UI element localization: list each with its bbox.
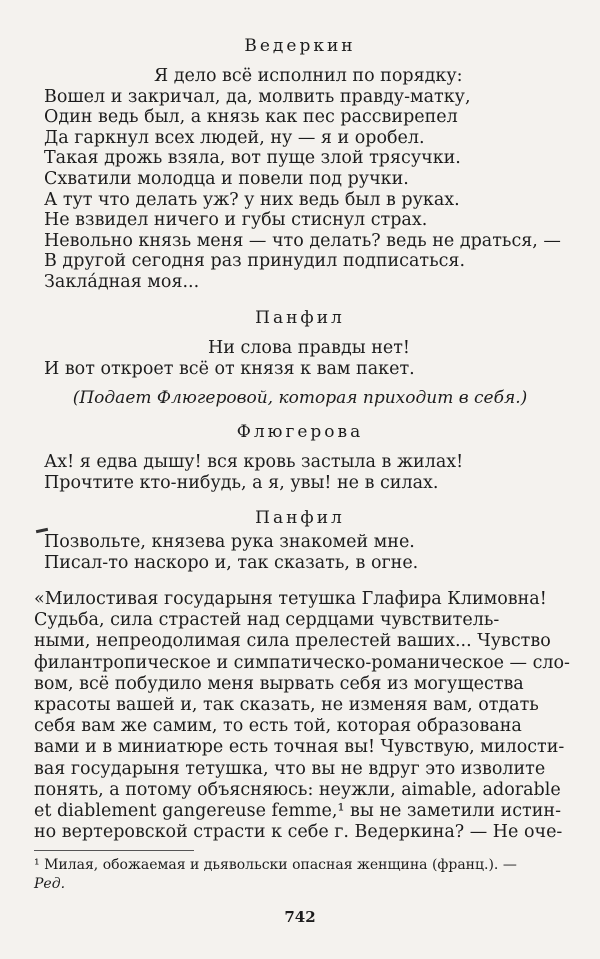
verse-line: Такая дрожь взяла, вот пуще злой трясучки.	[44, 148, 461, 169]
page-number: 742	[284, 908, 316, 926]
letter-text	[34, 589, 572, 843]
verse-line: Один ведь был, а князь как пес рассвирепел	[44, 107, 458, 128]
verse-line: Схватили молодца и повели под ручки.	[44, 168, 409, 189]
prose-line: «Милостивая государыня тетушка Глафира Климовна!	[34, 589, 547, 609]
speaker-name: Флюгерова	[236, 422, 364, 442]
verse-line: И вот откроет всё от князя к вам пакет.	[44, 358, 415, 379]
verse-block	[44, 338, 574, 379]
prose-line: филантропическое и симпатическо-романическое — сло-	[34, 652, 570, 673]
verse-line: Невольно князь меня — что делать? ведь не драться, —	[44, 230, 561, 251]
speaker-name: Панфил	[255, 308, 345, 328]
prose-line: вая государыня тетушка, что вы не вдруг это изволите	[34, 758, 546, 779]
prose-line: понять, а потому объясняюсь: неужли, aimable, adorable	[34, 779, 561, 800]
stage-direction: (Подает Флюгеровой, которая приходит в себя.)	[72, 388, 528, 408]
verse-block	[44, 66, 574, 293]
verse-line: Я дело всё исполнил по порядку:	[154, 66, 463, 86]
footnote-divider	[34, 850, 194, 851]
verse-line: Позвольте, князева рука знакомей мне.	[44, 532, 415, 552]
verse-line: Да гаркнул всех людей, ну — я и оробел.	[44, 127, 425, 148]
verse-line: Не взвидел ничего и губы стиснул страх.	[44, 210, 428, 231]
speaker-name: Панфил	[255, 508, 345, 528]
verse-line: Ни слова правды нет!	[208, 338, 410, 358]
verse-line: А тут что делать уж? у них ведь был в руках.	[44, 189, 460, 210]
verse-block	[44, 452, 574, 493]
footnote-line: ¹ Милая, обожаемая и дьявольски опасная женщина (франц.). —	[34, 857, 517, 873]
prose-line: et diablement gangereuse femme,¹ вы не заметили истин-	[34, 801, 561, 822]
prose-line: но вертеровской страсти к себе г. Ведеркина? — Не оче-	[34, 822, 563, 843]
verse-line: Ах! я едва дышу! вся кровь застыла в жилах!	[44, 452, 464, 472]
verse-line: Писал-то наскоро и, так сказать, в огне.	[44, 552, 419, 573]
verse-line: Закла́дная моя...	[44, 271, 200, 292]
footnote	[34, 856, 574, 894]
verse-line: В другой сегодня раз принудил подписаться.	[44, 251, 466, 272]
prose-line: себя вам же самим, то есть той, которая образована	[34, 716, 522, 737]
verse-block	[44, 532, 574, 573]
speaker-name: Ведеркин	[244, 36, 356, 56]
prose-line: вом, всё побудило меня вырвать себя из могущества	[34, 673, 524, 694]
prose-line: вами и в миниатюре есть точная вы! Чувствую, милости-	[34, 737, 565, 758]
prose-line: Судьба, сила страстей над сердцами чувствитель-	[34, 610, 500, 631]
footnote-line: Ред.	[34, 876, 66, 892]
prose-line: красоты вашей и, так сказать, не изменяя вам, отдать	[34, 695, 539, 716]
verse-line: Прочтите кто-нибудь, а я, увы! не в силах.	[44, 472, 439, 493]
prose-line: ными, непреодолимая сила прелестей ваших... Чувство	[34, 631, 551, 652]
verse-line: Вошел и закричал, да, молвить правду-матку,	[44, 86, 471, 107]
